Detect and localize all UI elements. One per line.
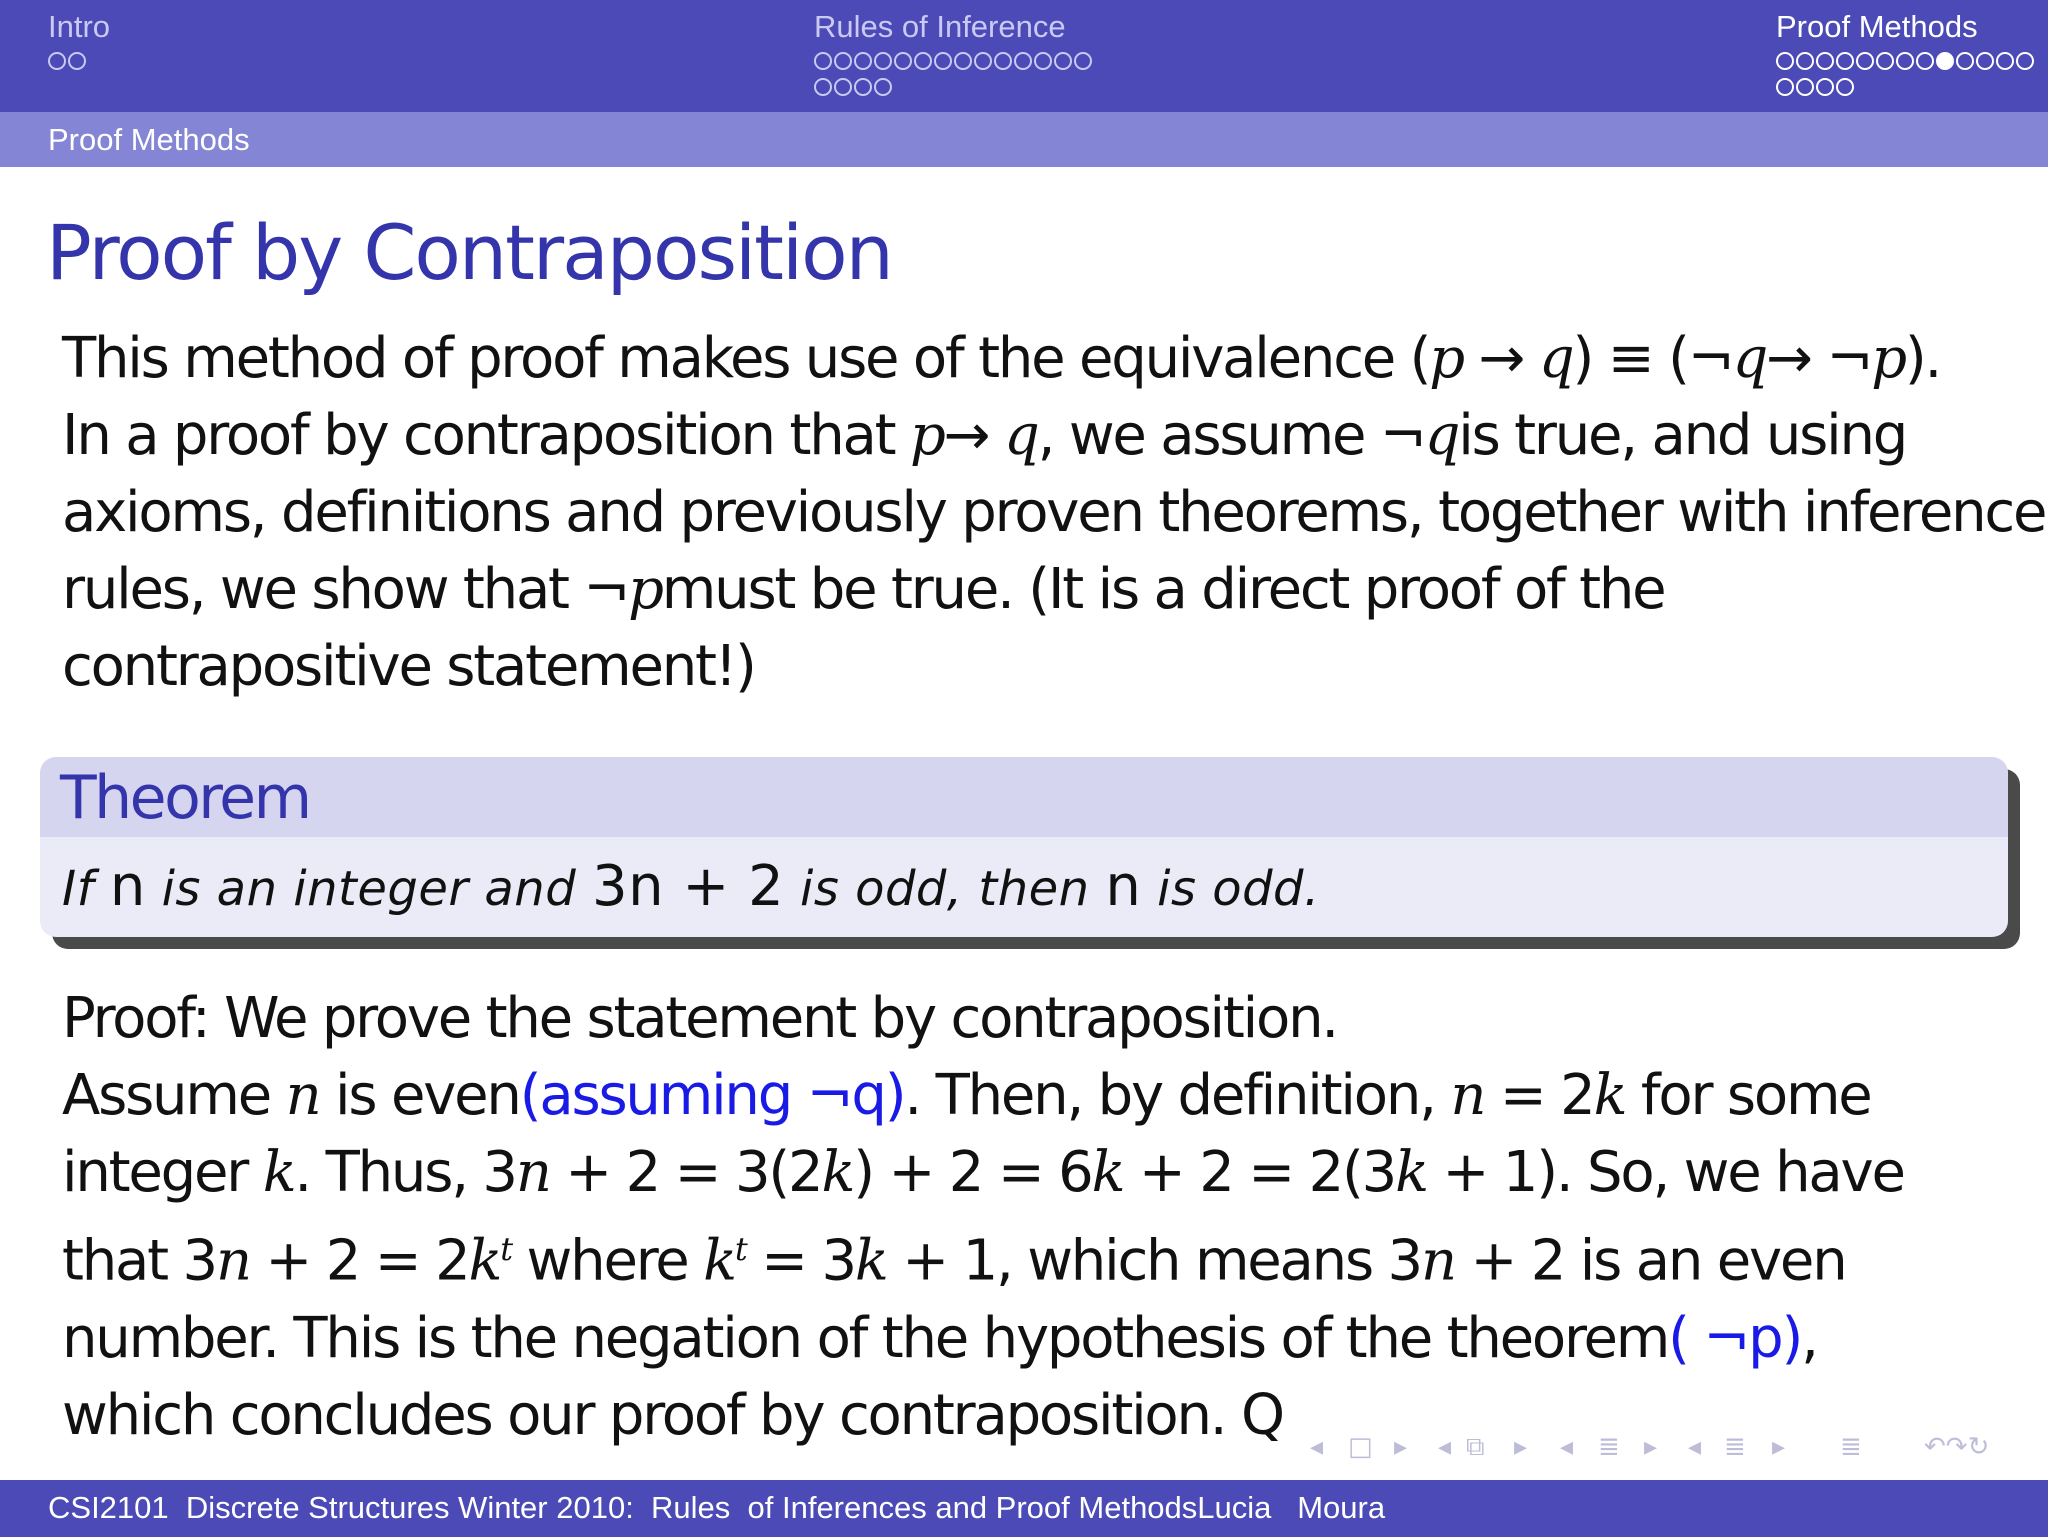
proof-line [62,1134,1992,1211]
slide-dot[interactable] [68,52,86,70]
section-icon[interactable]: ≣ [1598,1432,1620,1462]
slide-dot[interactable] [1836,52,1854,70]
nav-right-icon[interactable]: ▸ [1514,1432,1528,1462]
math-var: k [854,1228,887,1294]
theorem-text: is an integer and [145,861,592,917]
proof-text: is even [319,1063,520,1128]
intro-text: → ¬ [1766,326,1872,391]
math-var: p [628,557,662,622]
frame-title: Proof by Contraposition [46,208,892,297]
math-superscript: t [500,1230,511,1268]
nav-section-proof-methods[interactable] [1776,6,2034,100]
intro-text: must be true. (It is a direct proof of the [661,557,1665,622]
slide-dot[interactable] [874,52,892,70]
proof-text: , [1801,1305,1817,1371]
slide-dot[interactable] [1996,52,2014,70]
undo-redo-search-icon[interactable]: ↶↷↻ [1924,1432,1990,1462]
proof-text: . Thus, 3 [294,1140,516,1205]
proof-text: Assume [62,1063,286,1128]
math-var: q [1538,326,1573,391]
slide-dot[interactable] [1916,52,1934,70]
intro-text: ). [1904,326,1941,391]
math-var: n [1450,1063,1485,1128]
intro-line [62,551,1992,628]
proof-line: which concludes our proof by contraposition. Q [62,1382,1283,1448]
subsection-icon[interactable]: ⧉ [1466,1432,1485,1462]
nav-dots-row [814,48,1092,74]
slide-dot[interactable] [1936,52,1954,70]
intro-line [62,397,1992,474]
subsection-bar [0,112,2048,167]
theorem-heading: Theorem [40,757,2008,837]
slide-dot[interactable] [1796,78,1814,96]
math-superscript: t [734,1230,746,1268]
intro-text: , we assume ¬ [1037,403,1425,468]
slide-dot[interactable] [934,52,952,70]
proof-text: + 2 = 2 [249,1228,469,1294]
slide-dot[interactable] [834,52,852,70]
nav-dots-row [1776,74,2034,100]
nav-section-intro[interactable] [48,6,110,74]
theorem-expression: 3n + 2 [591,854,785,919]
proof-line [62,1211,1992,1300]
proof-text: that 3 [62,1228,216,1294]
slide-dot[interactable] [974,52,992,70]
intro-line [62,628,1992,705]
document-icon[interactable]: ≣ [1724,1432,1746,1462]
proof-text: ) + 2 = 6 [853,1140,1092,1205]
proof-text: where [510,1228,704,1294]
slide-dot[interactable] [1074,52,1092,70]
math-var: k [1091,1140,1124,1205]
intro-line [62,474,2046,551]
beamer-navigation-symbols [1310,1432,2030,1472]
slide-dot[interactable] [48,52,66,70]
math-var: p [909,403,944,468]
intro-text: axioms, definitions and previously proven theorems, together with inference [62,480,2046,545]
proof-paragraph [62,980,1992,1454]
slide-dot[interactable] [854,52,872,70]
proof-text: + 1, which means 3 [886,1228,1421,1294]
slide-dot[interactable] [1796,52,1814,70]
nav-left-icon[interactable]: ◂ [1438,1432,1452,1462]
slide-dot[interactable] [1014,52,1032,70]
slide-dot[interactable] [874,78,892,96]
slide-dot[interactable] [814,78,832,96]
slide-dot[interactable] [1836,78,1854,96]
intro-text: is true, and using [1458,403,1907,468]
nav-section-rules-of-inference[interactable] [814,6,1092,100]
slide-dot[interactable] [1054,52,1072,70]
slide-dot[interactable] [914,52,932,70]
slide-dot[interactable] [1876,52,1894,70]
slide-dot[interactable] [1776,52,1794,70]
math-var: k [1395,1140,1427,1205]
math-var: k [703,1228,735,1294]
nav-left-icon[interactable]: ◂ [1310,1432,1324,1462]
nav-left-icon[interactable]: ◂ [1560,1432,1574,1462]
frame-icon[interactable]: □ [1348,1432,1373,1462]
nav-dots-row [814,74,1092,100]
proof-text: = 3 [745,1228,855,1294]
nav-section-label: Rules of Inference [814,9,1066,44]
proof-text: + 2 is an even [1454,1228,1846,1294]
proof-text: + 1). So, we have [1426,1140,1904,1205]
proof-line [62,1057,1992,1134]
slide-dot[interactable] [814,52,832,70]
footer-text: CSI2101 Discrete Structures Winter 2010: Rules of Inferences and Proof MethodsLucia Moura [48,1490,1386,1525]
nav-right-icon[interactable]: ▸ [1394,1432,1408,1462]
proof-text: . Then, by definition, [904,1063,1451,1128]
intro-text: This method of proof makes use of the equivalence ( [62,326,1430,391]
proof-text: + 2 = 3(2 [549,1140,822,1205]
slide-dot[interactable] [834,78,852,96]
header-navigation [0,0,2048,112]
footer-bar [0,1480,2048,1537]
annotation-assuming-not-q: (assuming ¬q) [519,1063,905,1128]
math-var: k [821,1140,854,1205]
toc-icon[interactable]: ≣ [1840,1432,1862,1462]
theorem-text: is odd. [1141,861,1320,917]
slide-dot[interactable] [1856,52,1874,70]
intro-text: contrapositive statement!) [62,634,755,699]
theorem-var-n: n [1105,854,1142,919]
math-var: q [1424,403,1459,468]
intro-text: → [943,403,1004,468]
slide-dot[interactable] [1976,52,1994,70]
theorem-statement [40,837,2008,937]
math-var: q [1732,326,1767,391]
proof-text: = 2 [1484,1063,1594,1128]
proof-line: Proof: We prove the statement by contraposition. [62,986,1337,1051]
nav-right-icon[interactable]: ▸ [1644,1432,1658,1462]
intro-text: → [1462,326,1539,391]
math-var: p [1871,326,1905,391]
nav-dots-row [1776,48,2034,74]
theorem-block [40,757,2008,937]
intro-line [62,320,1992,397]
proof-text: integer [62,1140,263,1205]
intro-text: rules, we show that ¬ [62,557,629,622]
intro-text: ) ≡ (¬ [1572,326,1733,391]
theorem-var-n: n [109,854,146,919]
slide-dot[interactable] [954,52,972,70]
intro-paragraph [62,320,2046,705]
subsection-title[interactable]: Proof Methods [48,122,250,157]
slide-dot[interactable] [1816,52,1834,70]
intro-text: In a proof by contraposition that [62,403,910,468]
nav-section-label: Intro [48,9,111,44]
slide-dot[interactable] [1776,78,1794,96]
slide-dot[interactable] [2016,52,2034,70]
slide-dot[interactable] [894,52,912,70]
math-var: n [515,1140,550,1205]
math-var: n [215,1228,250,1294]
slide-dot[interactable] [1034,52,1052,70]
proof-text: for some [1625,1063,1871,1128]
annotation-not-p: ( ¬p) [1668,1305,1802,1371]
math-var: q [1003,403,1038,468]
theorem-text: is odd, then [784,861,1106,917]
math-var: p [1429,326,1463,391]
slide-dot[interactable] [994,52,1012,70]
nav-right-icon[interactable]: ▸ [1772,1432,1786,1462]
math-var: n [1420,1228,1455,1294]
math-var: k [262,1140,295,1205]
proof-text: + 2 = 2(3 [1123,1140,1396,1205]
nav-left-icon[interactable]: ◂ [1688,1432,1702,1462]
math-var: k [468,1228,501,1294]
math-var: n [285,1063,320,1128]
math-var: k [1593,1063,1626,1128]
theorem-text: If [62,861,110,917]
proof-text: number. This is the negation of the hypothesis of the theorem [62,1305,1669,1371]
nav-section-label: Proof Methods [1776,9,1978,44]
nav-dots-row [48,48,110,74]
slide-dot[interactable] [1816,78,1834,96]
slide-dot[interactable] [1956,52,1974,70]
proof-line [62,1300,1992,1377]
slide-dot[interactable] [854,78,872,96]
slide-dot[interactable] [1896,52,1914,70]
